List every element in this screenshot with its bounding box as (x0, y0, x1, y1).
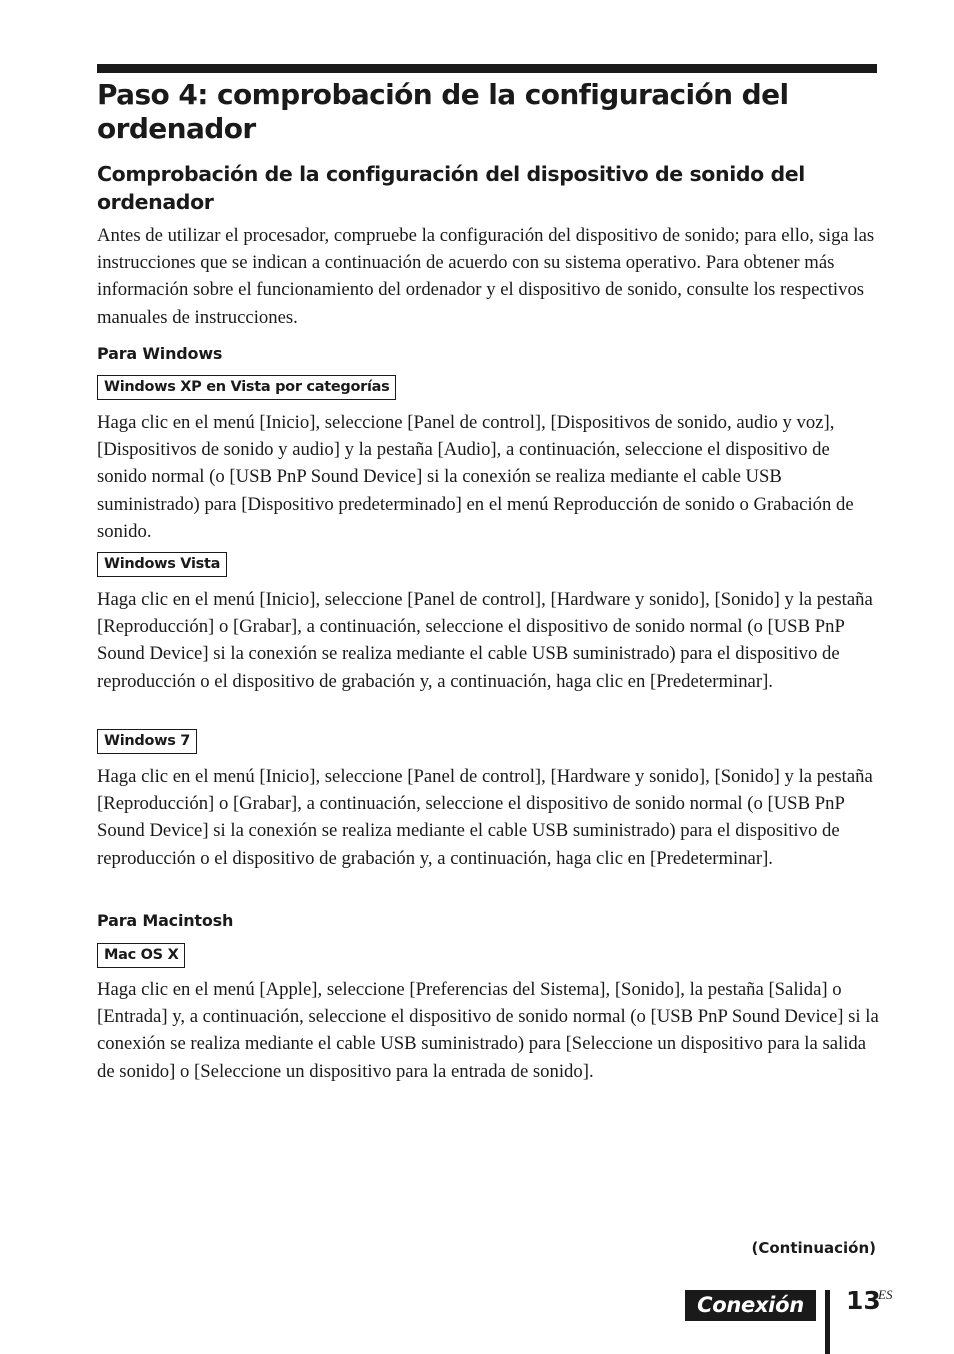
page-number: 13 (846, 1286, 881, 1315)
footer-divider (825, 1290, 830, 1354)
intro-paragraph: Antes de utilizar el procesador, compruebe la configuración del dispositivo de sonido; para ello, siga las instrucciones que se indican a continuación de acuerdo con su sistema operativo. Para obtener más información sobre el funcionamiento del ordenador y el dispositivo de sonido, consulte los respectivos manuales de instrucciones. (97, 225, 875, 328)
section-heading: Comprobación de la configuración del dispositivo de sonido del ordenador (97, 162, 805, 214)
windows-vista-label: Windows Vista (97, 552, 227, 577)
windows-subheading: Para Windows (97, 344, 223, 363)
windows-vista-instructions: Haga clic en el menú [Inicio], seleccione [Panel de control], [Hardware y sonido], [Sonido] y la pestaña [Reproducción] o [Grabar], a continuación, seleccione el dispositivo de sonido normal (o [USB PnP Sound Device] si la conexión se realiza mediante el cable USB suministrado) para el dispositivo de reproducción o el dispositivo de grabación y, a continuación, haga clic en [Predeterminar]. (97, 589, 873, 692)
section-tab: Conexión (685, 1290, 816, 1321)
page-title: Paso 4: comprobación de la configuración del ordenador (97, 78, 789, 145)
windows-7-instructions: Haga clic en el menú [Inicio], seleccione [Panel de control], [Hardware y sonido], [Sonido] y la pestaña [Reproducción] o [Grabar], a continuación, seleccione el dispositivo de sonido normal (o [USB PnP Sound Device] si la conexión se realiza mediante el cable USB suministrado) para el dispositivo de reproducción o el dispositivo de grabación y, a continuación, haga clic en [Predeterminar]. (97, 766, 873, 869)
page-language-suffix: ES (878, 1287, 893, 1302)
macintosh-subheading: Para Macintosh (97, 911, 234, 930)
mac-os-x-label: Mac OS X (97, 943, 185, 968)
top-rule (97, 64, 877, 73)
windows-7-label: Windows 7 (97, 729, 197, 754)
continuation-note: (Continuación) (751, 1239, 876, 1257)
windows-xp-label: Windows XP en Vista por categorías (97, 375, 396, 400)
mac-os-x-instructions: Haga clic en el menú [Apple], seleccione [Preferencias del Sistema], [Sonido], la pestaña [Salida] o [Entrada] y, a continuación, seleccione el dispositivo de sonido normal (o [USB PnP Sound Device] si la conexión se realiza mediante el cable USB suministrado) para [Seleccione un dispositivo para la salida de sonido] o [Seleccione un dispositivo para la entrada de sonido]. (97, 979, 879, 1082)
windows-xp-instructions: Haga clic en el menú [Inicio], seleccione [Panel de control], [Dispositivos de sonido, audio y voz], [Dispositivos de sonido y audio] y la pestaña [Audio], a continuación, seleccione el dispositivo de sonido normal (o [USB PnP Sound Device] si la conexión se realiza mediante el cable USB suministrado) para [Dispositivo predeterminado] en el menú Reproducción de sonido o Grabación de sonido. (97, 412, 854, 542)
